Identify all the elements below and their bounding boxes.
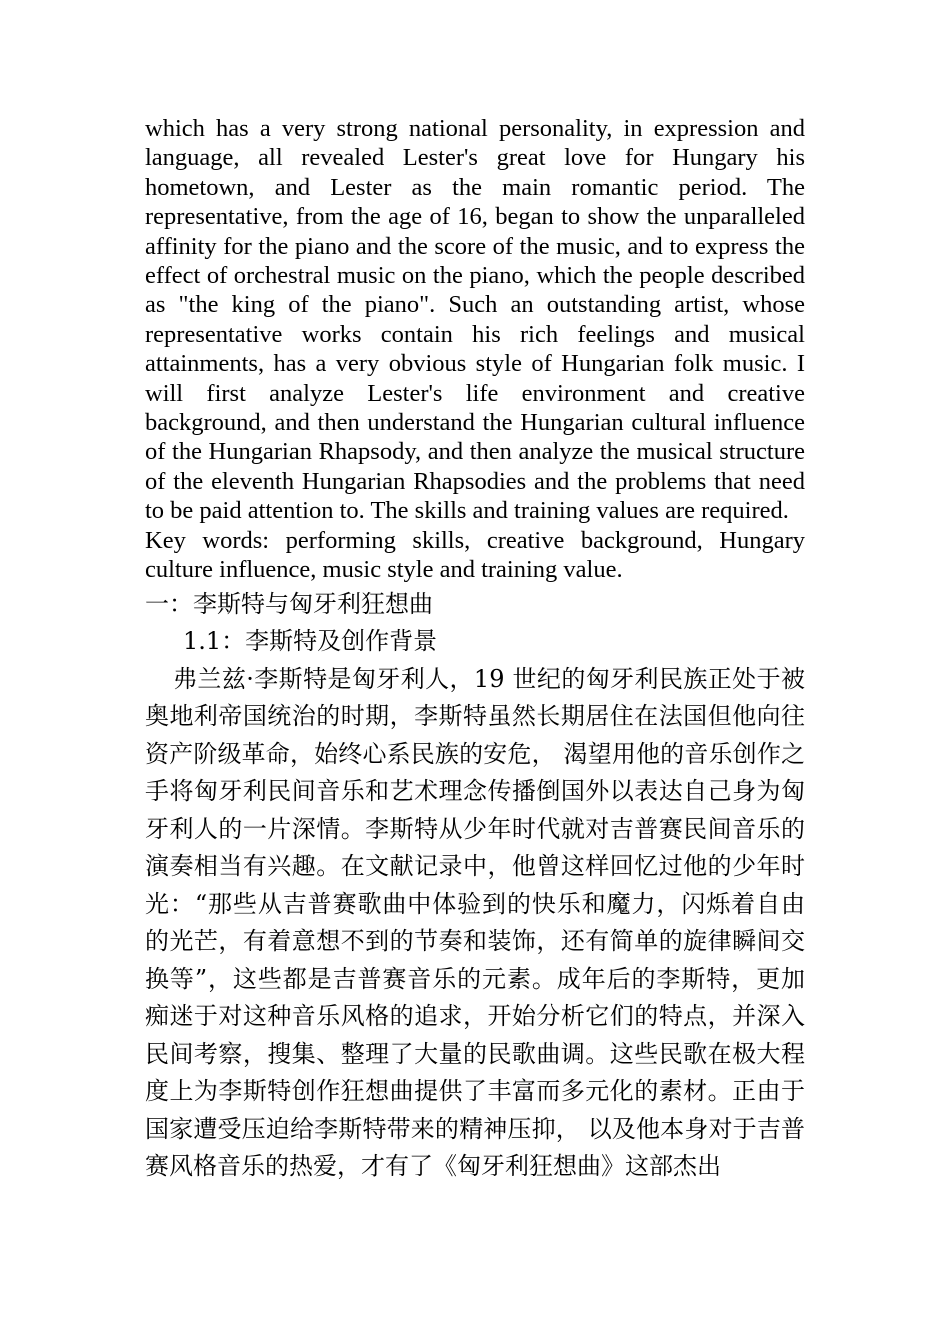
document-page xyxy=(145,114,805,1186)
abstract-paragraph: which has a very strong national personality, in expression and language, all revealed Lester's great love for Hungary his hometown, and Lester as the main romantic period. The representative, from the age of 16, began to show the unparalleled affinity for the piano and the score of the music, and to express the effect of orchestral music on the piano, which the people described as "the king of the piano". Such an outstanding artist, whose representative works contain his rich feelings and musical attainments, has a very obvious style of Hungarian folk music. I will first analyze Lester's life environment and creative background, and then understand the Hungarian cultural influence of the Hungarian Rhapsody, and then analyze the musical structure of the eleventh Hungarian Rhapsodies and the problems that need to be paid attention to. The skills and training values are required. xyxy=(145,115,805,525)
keywords-line: Key words: performing skills, creative background, Hungary culture influence, music style and training value. xyxy=(145,526,805,584)
section-body-paragraph: 弗兰兹·李斯特是匈牙利人，19 世纪的匈牙利民族正处于被奥地利帝国统治的时期，李斯特虽然长期居住在法国但他向往资产阶级革命，始终心系民族的安危， 渴望用他的音乐创作之手将匈牙利民间音乐和艺术理念传播倒国外以表达自己身为匈牙利人的一片深情。李斯特从少年时代就对吉普赛民间音乐的演奏相当有兴趣。在文献记录中，他曾这样回忆过他的少年时光：“那些从吉普赛歌曲中体验到的快乐和魔力，闪烁着自由的光芒，有着意想不到的节奏和装饰，还有简单的旋律瞬间交换等”，这些都是吉普赛音乐的元素。成年后的李斯特，更加痴迷于对这种音乐风格的追求，开始分析它们的特点，并深入民间考察，搜集、整理了大量的民歌曲调。这些民歌在极大程度上为李斯特创作狂想曲提供了丰富而多元化的素材。正由于国家遭受压迫给李斯特带来的精神压抑， 以及他本身对于吉普赛风格音乐的热爱，才有了《匈牙利狂想曲》这部杰出 xyxy=(145,664,805,1180)
subsection-heading: 1.1：李斯特及创作背景 xyxy=(183,627,438,655)
section-heading: 一：李斯特与匈牙利狂想曲 xyxy=(145,589,433,618)
